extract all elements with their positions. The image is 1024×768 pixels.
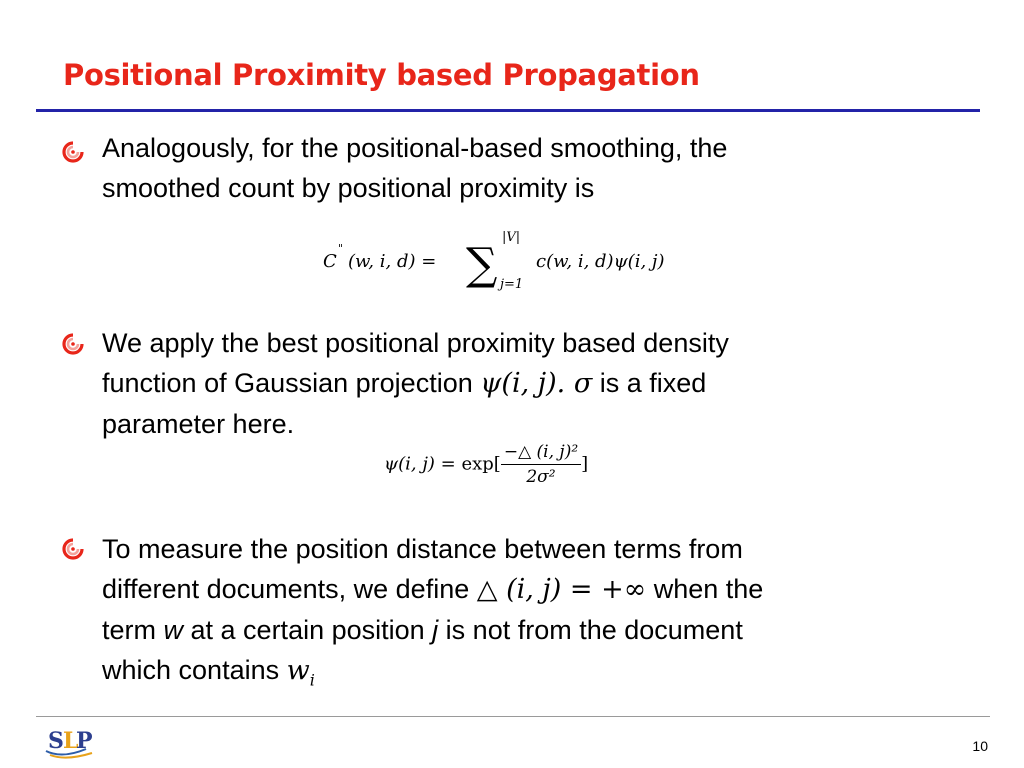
bullet-2-line-3: parameter here.	[102, 409, 295, 439]
bullet-3-line-2-end: when the	[646, 574, 764, 604]
sum-lower-limit: j=1	[500, 277, 524, 292]
wi-subscript: i	[309, 670, 315, 690]
slp-logo	[42, 721, 98, 761]
svg-text:L: L	[63, 728, 79, 754]
formula-1-lhs-args: (w, i, d) =	[348, 251, 437, 272]
bullet-3-line-4-text: which contains	[102, 655, 287, 685]
bullet-3-line-2	[102, 569, 962, 610]
psi-inline-math: ψ(i, j).	[480, 368, 566, 399]
bullet-3-line-4	[102, 650, 962, 700]
bullet-3-line-2-text: different documents, we define	[102, 574, 477, 604]
bullet-2-line-2	[102, 363, 962, 404]
w-inline-italic: w	[163, 615, 184, 645]
bullet-1-text	[102, 128, 962, 208]
bullet-3-line-3-b: at a certain position	[183, 615, 433, 645]
sum-upper-limit: |V|	[502, 230, 521, 245]
delta-inline-math: △ (i, j) = +∞	[476, 574, 647, 605]
formula-2-close: ]	[581, 453, 589, 475]
bullet-1-line-1: Analogously, for the positional-based smoothing, the	[102, 133, 728, 163]
bullet-2-line-1: We apply the best positional proximity based density	[102, 328, 729, 358]
formula-2-denominator: 2σ²	[526, 467, 556, 487]
formula-gaussian-projection	[384, 440, 588, 489]
swirl-bullet-icon	[62, 141, 84, 163]
bullet-2-line-2-text: function of Gaussian projection	[102, 368, 481, 398]
svg-text:P: P	[76, 728, 93, 754]
j-inline-italic: j	[432, 615, 439, 645]
wi-inline-math: w	[286, 655, 310, 686]
formula-1-lhs: C	[323, 251, 337, 272]
bullet-3-text	[102, 529, 962, 700]
formula-1-lhs-sup: "	[338, 242, 344, 255]
page-number: 10	[972, 738, 988, 754]
bullet-3-line-3	[102, 610, 962, 650]
slide-title: Positional Proximity based Propagation	[63, 58, 700, 92]
bullet-3-line-3-c: is not from the document	[438, 615, 743, 645]
bullet-2-line-2-end: is a fixed	[592, 368, 707, 398]
swirl-bullet-icon	[62, 538, 84, 560]
swirl-bullet-icon	[62, 333, 84, 355]
title-underline	[36, 109, 980, 112]
bullet-3-line-1: To measure the position distance between terms from	[102, 534, 743, 564]
formula-1-rhs: c(w, i, d)ψ(i, j)	[536, 251, 665, 272]
bullet-2-text	[102, 323, 962, 444]
formula-2-fraction	[501, 440, 581, 489]
formula-2-exp: exp[	[461, 453, 501, 475]
summation-symbol: ∑	[466, 239, 498, 290]
bullet-3-line-3-a: term	[102, 615, 164, 645]
svg-text:S: S	[48, 728, 64, 754]
formula-2-numerator: −△ (i, j)²	[501, 440, 581, 465]
sigma-inline-math: σ	[565, 368, 593, 399]
formula-2-lhs: ψ(i, j) =	[384, 453, 462, 475]
footer-rule	[36, 716, 990, 717]
bullet-1-line-2: smoothed count by positional proximity is	[102, 173, 595, 203]
